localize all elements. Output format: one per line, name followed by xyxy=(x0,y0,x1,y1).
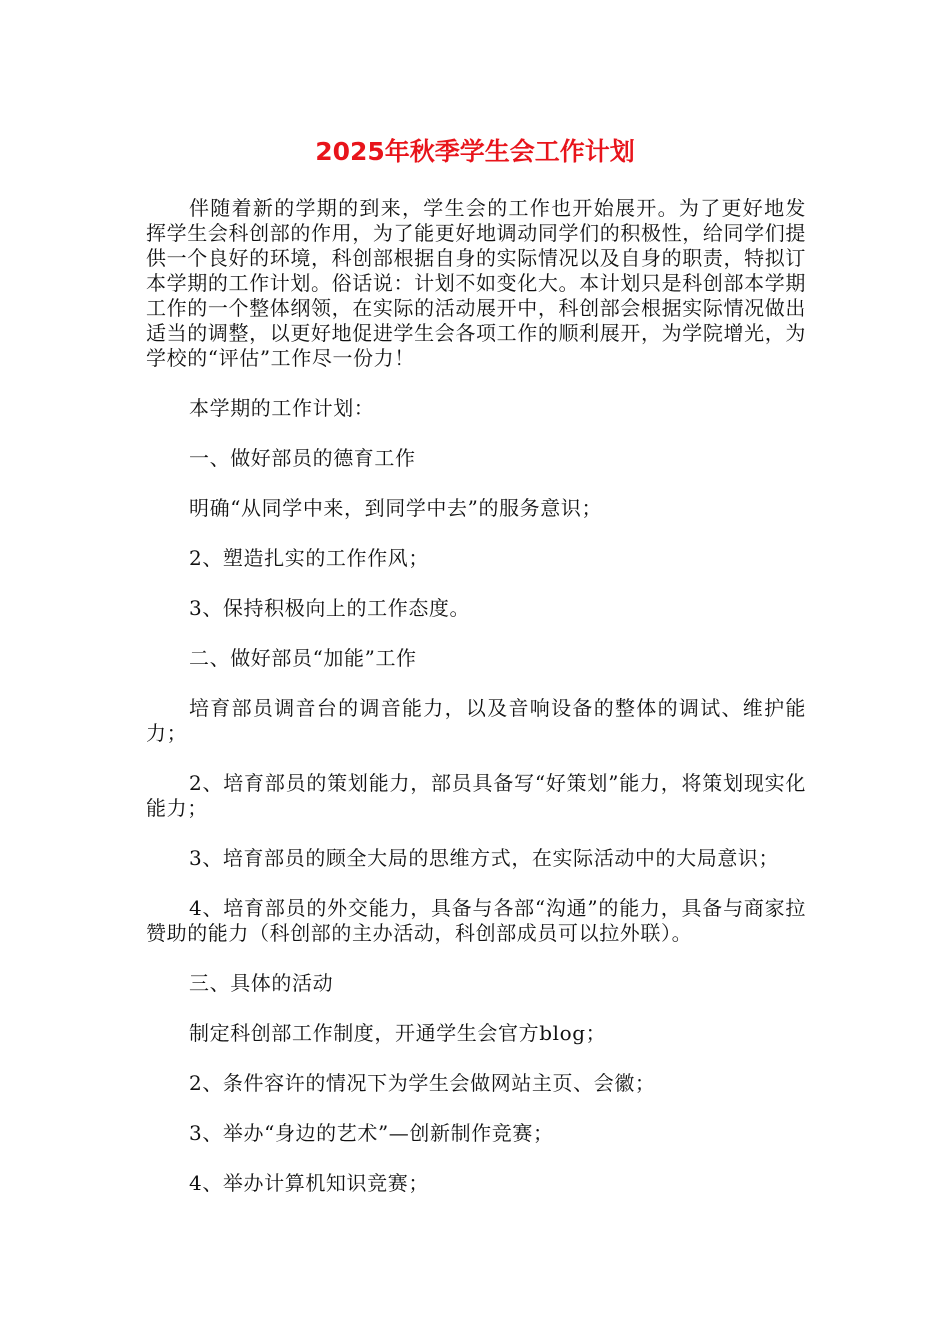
list-item: 明确“从同学中来，到同学中去”的服务意识； xyxy=(189,496,603,520)
list-item: 4、举办计算机知识竞赛； xyxy=(189,1171,429,1195)
list-item: 2、条件容许的情况下为学生会做网站主页、会徽； xyxy=(189,1071,656,1095)
list-item: 3、保持积极向上的工作态度。 xyxy=(189,596,471,620)
document-title: 2025年秋季学生会工作计划 xyxy=(315,137,635,166)
list-item: 4、培育部员的外交能力，具备与各部“沟通”的能力，具备与商家拉赞助的能力（科创部的主办活动，科创部成员可以拉外联）。 xyxy=(146,896,806,945)
list-item: 2、培育部员的策划能力，部员具备写“好策划”能力，将策划现实化能力； xyxy=(146,771,806,820)
section-heading-2: 二、做好部员“加能”工作 xyxy=(189,646,417,670)
section-heading-1: 一、做好部员的德育工作 xyxy=(189,446,416,470)
document-body xyxy=(146,196,806,1221)
list-item: 培育部员调音台的调音能力，以及音响设备的整体的调试、维护能力； xyxy=(146,696,806,745)
list-item: 2、塑造扎实的工作作风； xyxy=(189,546,429,570)
section-heading-3: 三、具体的活动 xyxy=(189,971,334,995)
plan-heading: 本学期的工作计划： xyxy=(189,396,375,420)
list-item: 制定科创部工作制度，开通学生会官方blog； xyxy=(189,1021,607,1045)
intro-paragraph: 伴随着新的学期的到来，学生会的工作也开始展开。为了更好地发挥学生会科创部的作用，为了能更好地调动同学们的积极性，给同学们提供一个良好的环境，科创部根据自身的实际情况以及自身的职责，特拟订本学期的工作计划。俗话说：计划不如变化大。本计划只是科创部本学期工作的一个整体纲领，在实际的活动展开中，科创部会根据实际情况做出适当的调整，以更好地促进学生会各项工作的顺利展开，为学院增光，为学校的“评估”工作尽一份力！ xyxy=(146,196,806,370)
list-item: 3、培育部员的顾全大局的思维方式，在实际活动中的大局意识； xyxy=(189,846,780,870)
list-item: 3、举办“身边的艺术”—创新制作竞赛； xyxy=(189,1121,554,1145)
